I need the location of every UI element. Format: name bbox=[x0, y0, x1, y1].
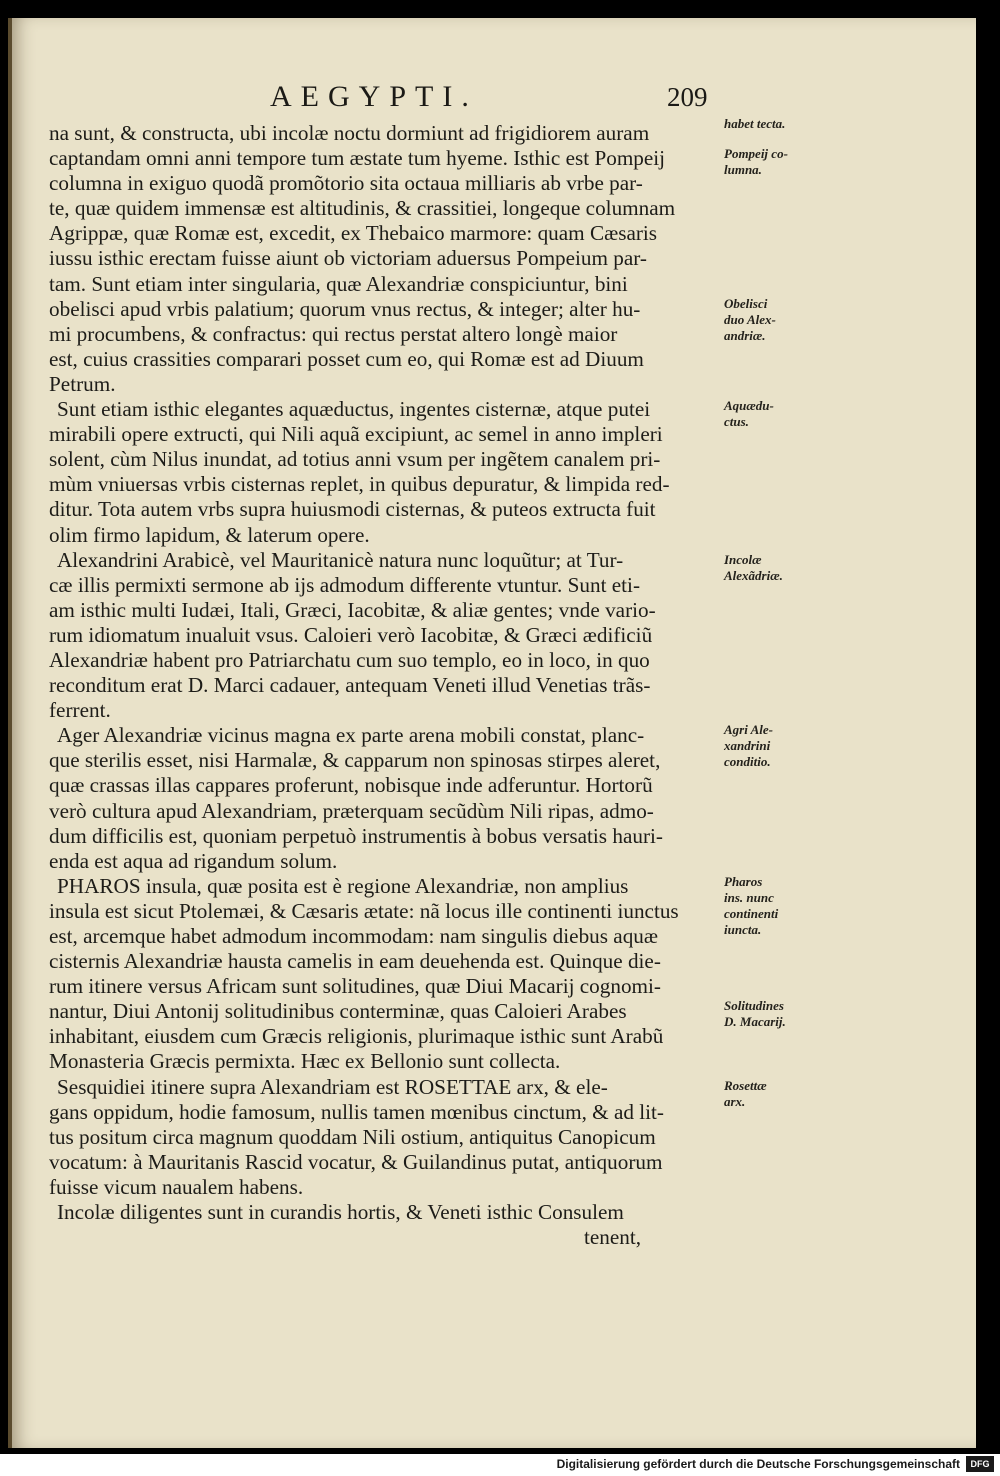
text-line: captandam omni anni tempore tum æstate tum hyeme. Isthic est Pompeij bbox=[49, 146, 666, 171]
text-line: gans oppidum, hodie famosum, nullis tamen mœnibus cinctum, & ad lit- bbox=[49, 1099, 664, 1124]
marginal-line: iuncta. bbox=[724, 922, 762, 937]
text-line: quæ crassas illas cappares proferunt, nobisque inde adferuntur. Hortorũ bbox=[49, 773, 653, 798]
marginal-line: Rosettæ bbox=[724, 1078, 767, 1093]
text-line: mirabili opere extructi, qui Nili aquã excipiunt, ac semel in anno impleri bbox=[49, 422, 663, 447]
book-page bbox=[8, 18, 976, 1448]
text-line: vocatum: à Mauritanis Rascid vocatur, & Guilandinus putat, antiquorum bbox=[49, 1149, 663, 1174]
text-line: Ager Alexandriæ vicinus magna ex parte arena mobili constat, planc- bbox=[57, 723, 645, 748]
marginal-line: ins. nunc bbox=[724, 890, 774, 905]
marginal-note bbox=[724, 146, 832, 178]
paragraph bbox=[49, 874, 721, 1075]
text-line: fuisse vicum naualem habens. bbox=[49, 1174, 304, 1199]
text-line: cæ illis permixti sermone ab ijs admodum differente vtuntur. Sunt eti- bbox=[49, 572, 640, 597]
text-line: Petrum. bbox=[49, 371, 116, 396]
page-header bbox=[12, 80, 976, 120]
marginal-line: andriæ. bbox=[724, 328, 766, 343]
text-line: inhabitant, eiusdem cum Græcis religionis, plurimaque isthic sunt Arabũ bbox=[49, 1024, 664, 1049]
text-line: Sesquidiei itinere supra Alexandriam est ROSETTAE arx, & ele- bbox=[57, 1074, 608, 1099]
text-line: Agrippæ, quæ Romæ est, excedit, ex Thebaico marmore: quam Cæsaris bbox=[49, 221, 658, 246]
paragraph bbox=[49, 1075, 721, 1200]
running-title: AEGYPTI. bbox=[270, 80, 478, 113]
digitization-footer bbox=[0, 1454, 1000, 1476]
marginal-note bbox=[724, 296, 832, 344]
text-line: PHAROS insula, quæ posita est è regione Alexandriæ, non amplius bbox=[57, 873, 629, 898]
text-line: na sunt, & constructa, ubi incolæ noctu dormiunt ad frigidiorem auram bbox=[49, 121, 650, 145]
text-line: est, cuius crassities comparari posset cum eo, qui Romæ est ad Diuum bbox=[49, 346, 644, 371]
marginal-note bbox=[724, 722, 832, 770]
text-line: tus positum circa magnum quoddam Nili ostium, antiquitus Canopicum bbox=[49, 1124, 656, 1149]
text-line: mi procumbens, & confractus: qui rectus perstat altero longè maior bbox=[49, 321, 618, 346]
text-line: insula est sicut Ptolemæi, & Cæsaris ætate: nã locus ille continenti iunctus bbox=[49, 898, 679, 923]
text-line: cisternis Alexandriæ hausta camelis in eam deuehenda est. Quinque die- bbox=[49, 949, 661, 974]
marginal-note bbox=[724, 874, 832, 938]
funding-credit: Digitalisierung gefördert durch die Deutsche Forschungsgemeinschaft bbox=[556, 1457, 960, 1471]
text-line: rum itinere versus Africam sunt solitudines, quæ Diui Macarij cognomi- bbox=[49, 974, 661, 999]
text-line: ditur. Tota autem vrbs supra huiusmodi cisternas, & puteos extructa fuit bbox=[49, 497, 656, 522]
marginal-line: Alexãdriæ. bbox=[724, 568, 783, 583]
text-line: Incolæ diligentes sunt in curandis hortis, & Veneti isthic Consulem bbox=[57, 1200, 624, 1225]
marginal-line: continenti bbox=[724, 906, 779, 921]
text-line: te, quæ quidem immensæ est altitudinis, & crassitiei, longeque columnam bbox=[49, 196, 676, 221]
paragraph bbox=[49, 397, 721, 548]
text-line: columna in exiguo quodã promõtorio sita octaua milliaris ab vrbe par- bbox=[49, 171, 643, 196]
paragraph bbox=[49, 548, 721, 724]
text-line: Sunt etiam isthic elegantes aquæductus, ingentes cisternæ, atque putei bbox=[57, 397, 651, 422]
text-line: dum difficilis est, quoniam perpetuò instrumentis à bobus versatis hauri- bbox=[49, 823, 663, 848]
text-line: Alexandriæ habent pro Patriarchatu cum suo templo, eo in loco, in quo bbox=[49, 647, 650, 672]
marginal-line: ctus. bbox=[724, 414, 749, 429]
marginal-note bbox=[724, 1078, 832, 1110]
text-line: reconditum erat D. Marci cadauer, antequam Veneti illud Venetias trãs- bbox=[49, 673, 651, 698]
marginal-line: Obelisci bbox=[724, 296, 768, 311]
main-text bbox=[49, 121, 721, 1250]
text-line: que sterilis esset, nisi Harmalæ, & capparum non spinosas stirpes aleret, bbox=[49, 748, 661, 773]
marginal-note bbox=[724, 398, 832, 430]
text-line: ferrent. bbox=[49, 698, 111, 723]
text-line: Alexandrini Arabicè, vel Mauritanicè natura nunc loquũtur; at Tur- bbox=[57, 547, 624, 572]
text-line: iussu isthic erectam fuisse aiunt ob victoriam aduersus Pompeium par- bbox=[49, 246, 647, 271]
text-line: enda est aqua ad rigandum solum. bbox=[49, 848, 338, 873]
catchword: tenent, bbox=[584, 1225, 642, 1250]
text-line: nantur, Diui Antonij solitudinibus conterminæ, quas Caloieri Arabes bbox=[49, 999, 627, 1024]
marginal-line: arx. bbox=[724, 1094, 746, 1109]
marginal-note bbox=[724, 552, 832, 584]
text-line: olim firmo lapidum, & laterum opere. bbox=[49, 522, 370, 547]
text-line: rum idiomatum inualuit vsus. Caloieri verò Iacobitæ, & Græci ædificiũ bbox=[49, 622, 653, 647]
dfg-logo: DFG bbox=[966, 1456, 994, 1472]
text-line: obelisci apud vrbis palatium; quorum vnus rectus, & integer; alter hu- bbox=[49, 296, 641, 321]
text-line: am isthic multi Iudæi, Itali, Græci, Iacobitæ, & aliæ gentes; vnde vario- bbox=[49, 597, 656, 622]
paragraph bbox=[49, 723, 721, 874]
marginal-line: Aquædu- bbox=[724, 398, 774, 413]
marginal-line: xandrini bbox=[724, 738, 771, 753]
marginal-line: habet tecta. bbox=[724, 116, 786, 131]
paragraph bbox=[49, 121, 721, 397]
marginal-line: D. Macarij. bbox=[724, 1014, 786, 1029]
text-line: solent, cùm Nilus inundat, ad totius anni vsum per ingẽtem canalem pri- bbox=[49, 447, 661, 472]
text-line: Monasteria Græcis permixta. Hæc ex Bellonio sunt collecta. bbox=[49, 1049, 561, 1074]
marginal-line: Incolæ bbox=[724, 552, 762, 567]
marginal-line: lumna. bbox=[724, 162, 762, 177]
marginal-line: conditio. bbox=[724, 754, 771, 769]
marginal-line: Pompeij co- bbox=[724, 146, 788, 161]
marginal-line: duo Alex- bbox=[724, 312, 776, 327]
text-line: mùm vniuersas vrbis cisternas replet, in quibus depuratur, & limpida red- bbox=[49, 472, 670, 497]
text-line: verò cultura apud Alexandriam, præterquam secũdùm Nili ripas, admo- bbox=[49, 798, 654, 823]
marginal-note bbox=[724, 116, 832, 132]
marginal-line: Agri Ale- bbox=[724, 722, 773, 737]
paragraph bbox=[49, 1200, 721, 1225]
page-number: 209 bbox=[667, 82, 708, 112]
marginal-line: Pharos bbox=[724, 874, 763, 889]
text-line: est, arcemque habet admodum incommodam: nam singulis diebus aquæ bbox=[49, 924, 659, 948]
marginal-note bbox=[724, 998, 832, 1030]
marginal-line: Solitudines bbox=[724, 998, 784, 1013]
text-line: tam. Sunt etiam inter singularia, quæ Alexandriæ conspiciuntur, bini bbox=[49, 271, 628, 296]
